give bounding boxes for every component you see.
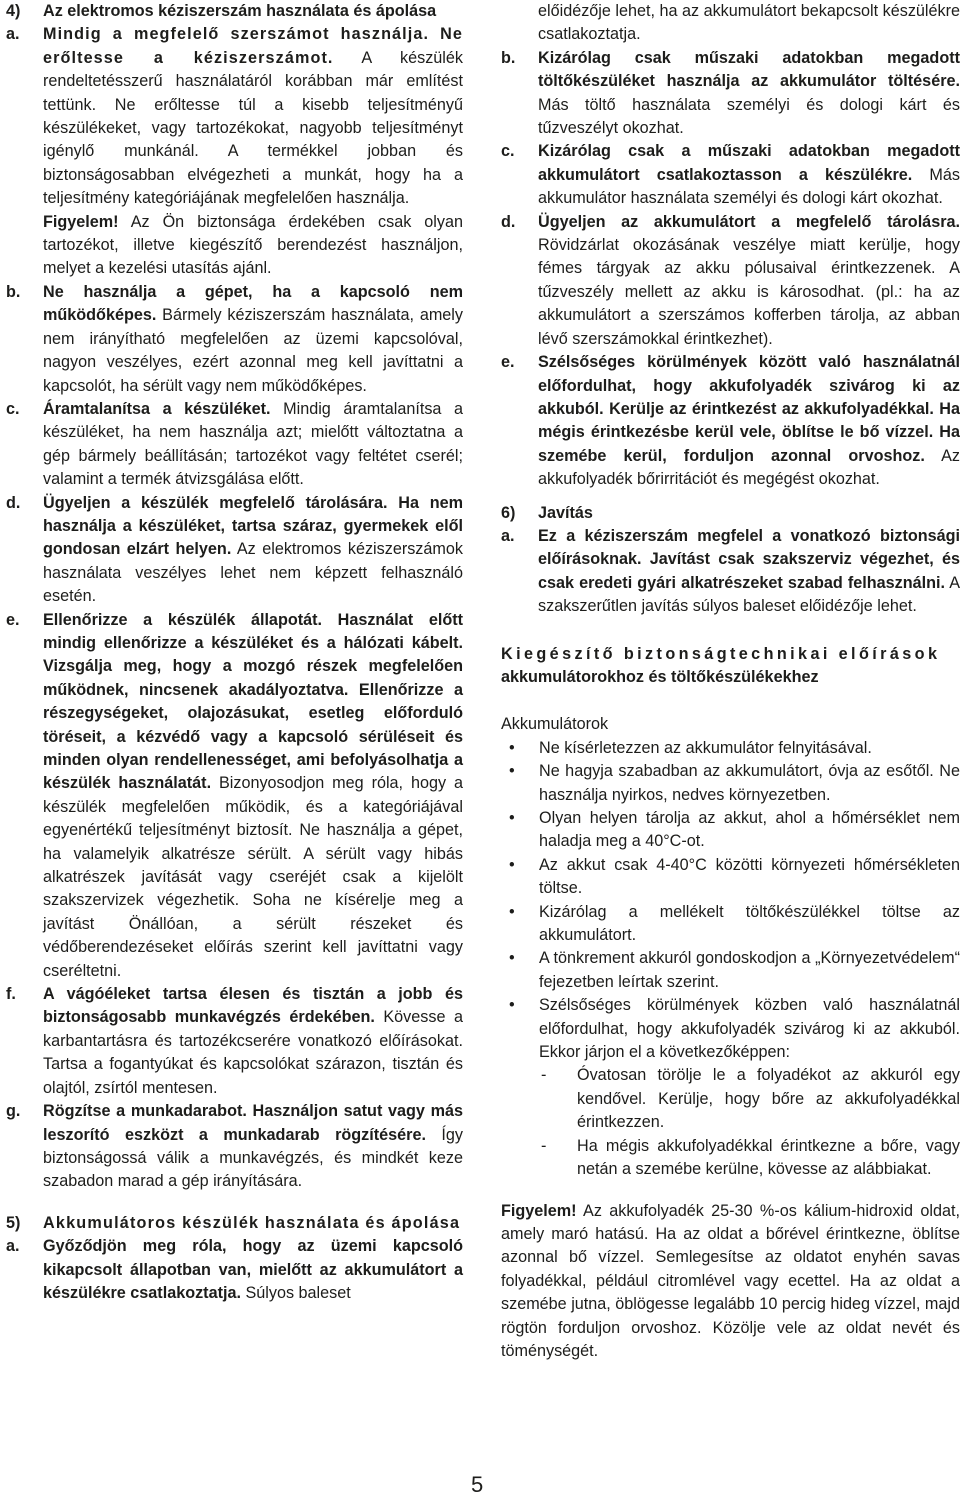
list-item: - Óvatosan törölje le a folyadékot az akkuról egy kendővel. Kerülje, hogy bőre az akkufolyadékkal érintkezzen. xyxy=(539,1064,960,1134)
item-bold-text: Ez a kéziszerszám megfelel a vonatkozó biztonsági előírásoknak. Javítást csak szakszerviz végezhet, és csak eredeti gyári alkatrészeket szabad felhasználni. xyxy=(538,526,960,592)
list-item-6a xyxy=(501,525,960,619)
supplementary-subtitle: akkumulátorokhoz és töltőkészülékekhez xyxy=(501,667,819,686)
bullet-icon: • xyxy=(509,855,515,874)
section-title: Javítás xyxy=(538,503,593,522)
item-text: előidézője lehet, ha az akkumulátort bekapcsolt készülékre csatlakoztatja. xyxy=(538,2,960,44)
item-bold-text: Ügyeljen a készülék megfelelő tárolására. Ha nem használja a készüléket, tartsa száraz, gyermekek elől gondosan elzárt helyen. xyxy=(43,493,463,559)
list-item: • Szélsőséges körülmények közben való használatnál előfordulhat, hogy akkufolyadék szivárog ki az akkuból. Ekkor járjon el a következőképpen: xyxy=(501,994,960,1064)
list-item-d xyxy=(6,492,463,609)
list-item-g xyxy=(6,1100,463,1194)
batteries-heading: Akkumulátorok xyxy=(501,715,609,734)
item-label: e. xyxy=(501,353,515,372)
item-bold-text: Ellenőrizze a készülék állapotát. Használat előtt mindig ellenőrizze a készüléket és a hálózati kábelt. Vizsgálja meg, hogy a mozgó részek megfelelően működnek, nincsenek akadályoztatva. Ellenőrizze a részegységeket, olajozásukat, esetleg előforduló töréseit, a kézvédő vagy a kapcsoló sérüléseit és minden olyan rendellenességet, ami befolyásolhatja a készülék használatát. xyxy=(43,610,463,793)
item-text: Az elektromos kéziszerszámok használata veszélyes lehet nem képzett felhasználó esetén. xyxy=(43,540,463,606)
section-number: 6) xyxy=(501,503,516,522)
bullet-icon: • xyxy=(509,902,515,921)
warning-label: Figyelem! xyxy=(43,212,119,231)
list-item: • Olyan helyen tárolja az akkut, ahol a hőmérséklet nem haladja meg a 40°C-ot. xyxy=(501,807,960,854)
warning-label: Figyelem! xyxy=(501,1201,577,1220)
warning-text: Az akkufolyadék 25-30 %-os kálium-hidroxid oldat, amely maró hatású. Ha az oldat a bőrével érintkezne, öblítse azonnal bő vízzel. Semlegesítse az oldatot enyhén savas folyadékkal, például citromlével vagy ecettel. Ha az oldat a szemébe jutna, öblögesse legalább 10 percig hideg vízzel, majd rögtön forduljon orvoshoz. Közölje vele az oldat nevét és töménységét. xyxy=(501,1201,960,1360)
item-body xyxy=(43,983,463,1100)
bullet-icon: • xyxy=(509,996,515,1015)
section-6-heading xyxy=(501,502,960,525)
item-bold-text: Kizárólag csak műszaki adatokban megadott töltőkészüléket használja az akkumulátor töltésére. xyxy=(538,48,960,91)
list-item: • Az akkut csak 4-40°C közötti környezeti hőmérsékleten töltse. xyxy=(501,854,960,901)
item-body xyxy=(43,1100,463,1194)
item-bold-text: A vágóéleket tartsa élesen és tisztán a jobb és biztonságosabb munkavégzés érdekében. xyxy=(43,985,463,1027)
item-body xyxy=(43,609,463,984)
supplementary-title: Kiegészítő biztonságtechnikai előírások xyxy=(501,644,941,663)
list-item: • Ne kísérletezzen az akkumulátor felnyitásával. xyxy=(501,737,960,760)
section-title: Az elektromos kéziszerszám használata és ápolása xyxy=(43,2,437,20)
section-4-heading xyxy=(6,0,463,23)
item-body xyxy=(43,398,463,492)
list-item-5e xyxy=(501,351,960,491)
list-item-5b xyxy=(501,47,960,141)
right-column xyxy=(501,0,960,1363)
item-label: c. xyxy=(6,399,20,418)
item-text: Az akkufolyadék bőrirritációt és megégést okozhat. xyxy=(538,446,960,489)
item-body xyxy=(538,525,960,619)
item-text: Rövidzárlat okozásának veszélye miatt kerülje, hogy fémes tárgyak az akku pólusaival érintkezzenek. A tűzveszély mellett az akku is károsodhat. (pl.: ha az akkumulátort a szerszámos kofferben tárolja, az abban lévő szerszámokkal érintkezhet). xyxy=(538,236,960,348)
item-bold-text: Kizárólag csak a műszaki adatokban megadott akkumulátort csatlakoztasson a készülékre. xyxy=(538,142,960,184)
list-item-5a xyxy=(6,1235,463,1305)
warning-paragraph xyxy=(501,1200,960,1364)
item-label: d. xyxy=(501,212,516,231)
list-item-5c xyxy=(501,140,960,210)
item-text: Más töltő használata személyi és dologi kárt és tűzveszélyt okozhat. xyxy=(538,95,960,138)
item-label: f. xyxy=(6,985,16,1004)
item-bold-text: Ügyeljen az akkumulátort a megfelelő tárolásra. xyxy=(538,212,960,231)
list-item-c xyxy=(6,398,463,492)
item-label: a. xyxy=(501,526,515,545)
item-text: Bármely kéziszerszám használata, amely nem irányítható megfelelően az üzemi kapcsolóval, nagyon veszélyes, ezért azonnal meg kell javíttatni a kapcsolót, ha sérült vagy nem működőképes. xyxy=(43,306,463,395)
bullet-icon: • xyxy=(509,762,515,781)
bullet-icon: • xyxy=(509,809,515,827)
item-body xyxy=(538,351,960,491)
item-body xyxy=(43,23,463,280)
item-body xyxy=(538,211,960,351)
item-body xyxy=(43,281,463,398)
list-item: - Ha mégis akkufolyadékkal érintkezne a bőre, vagy netán a szemébe kerülne, kövesse az alábbiakat. xyxy=(539,1135,960,1182)
list-item: • A tönkrement akkuról gondoskodjon a „Környezetvédelem“ fejezetben leírtak szerint. xyxy=(501,947,960,994)
item-body xyxy=(538,47,960,141)
dash-icon: - xyxy=(541,1066,547,1085)
list-item-5a-continued xyxy=(501,0,960,47)
item-text: Az Ön biztonsága érdekében csak olyan tartozékot, illetve kiegészítő berendezést használjon, melyet a kezelési utasítás ajánl. xyxy=(43,212,463,278)
list-item-5d xyxy=(501,211,960,351)
item-label: a. xyxy=(6,25,20,44)
section-number: 5) xyxy=(6,1213,21,1232)
item-label: a. xyxy=(6,1237,20,1256)
bullet-icon: • xyxy=(509,738,515,757)
item-text: A készülék rendeltetésszerű használatáról korábban már említést tettünk. Ne erőltesse túl a kisebb teljesítményű készülékeket, vagy tartozékokat, nagyobb teljesítményt igénylő munkánál. A termékkel jobban és biztonságosabban elvégezheti a munkát, hogy ha a teljesítmény kategóriájának megfelelően használja. xyxy=(43,48,463,208)
section-title: Akkumulátoros készülék használata és ápolása xyxy=(43,1213,461,1232)
item-body xyxy=(538,140,960,210)
item-body xyxy=(43,492,463,609)
item-bold-text: Ne használja a gépet, ha a kapcsoló nem működőképes. xyxy=(43,282,463,325)
item-body xyxy=(43,1235,463,1305)
item-label: e. xyxy=(6,610,20,629)
item-text: Kövesse a karbantartásra és tartozékcserére vonatkozó előírásokat. Tartsa a fogantyúkat és kapcsolókat szárazon, tisztán és olajtól, zsírtól mentesen. xyxy=(43,1008,463,1097)
list-item: • Kizárólag a mellékelt töltőkészülékkel töltse az akkumulátort. xyxy=(501,901,960,948)
list-item-a xyxy=(6,23,463,280)
item-bold-text: Győződjön meg róla, hogy az üzemi kapcsoló kikapcsolt állapotban van, mielőtt az akkumulátort a készülékre csatlakoztatja. xyxy=(43,1237,463,1302)
item-label: d. xyxy=(6,493,21,512)
item-label: b. xyxy=(501,48,516,67)
item-label: b. xyxy=(6,282,21,301)
item-bold-text: Rögzítse a munkadarabot. Használjon satut vagy más leszorító eszközt a munkadarab rögzítésére. xyxy=(43,1102,463,1144)
item-bold-text: Mindig a megfelelő szerszámot használja. Ne erőltesse a kéziszerszámot. xyxy=(43,25,463,67)
list-item-e xyxy=(6,609,463,984)
list-item-b xyxy=(6,281,463,398)
item-text: Bizonyosodjon meg róla, hogy a készülék megfelelően működik, és a kategóriájával egyenértékű teljesítményt biztosít. Ne használja a gépet, ha valamelyik alkatrésze sérült. A sérült vagy hibás alkatrészek javítását vagy cseréjét csak a kijelölt szakszervizek végezhetik. Soha ne kísérelje meg a javítást Önállóan, a sérült részeket és védőberendezéseket előírás szerint kell javíttatni vagy cseréltetni. xyxy=(43,774,463,980)
dash-icon: - xyxy=(541,1136,547,1155)
list-item-f xyxy=(6,983,463,1100)
section-number: 4) xyxy=(6,2,21,20)
item-bold-text: Áramtalanítsa a készüléket. xyxy=(43,399,271,418)
item-label: g. xyxy=(6,1102,21,1121)
dash-list xyxy=(501,1064,960,1181)
item-bold-text: Szélsőséges körülmények között való használatnál előfordulhat, hogy akkufolyadék szivárog ki az akkuból. Kerülje az érintkezést az akkufolyadékkal. Ha mégis érintkezésbe kerül vele, öblítse le bő vízzel. Ha szemébe kerül, forduljon azonnal orvoshoz. xyxy=(538,353,960,465)
bullet-icon: • xyxy=(509,949,515,968)
left-column xyxy=(6,0,463,1305)
section-5-heading xyxy=(6,1212,463,1235)
item-text: A szakszerűtlen javítás súlyos baleset előidézője lehet. xyxy=(538,573,960,616)
item-label: c. xyxy=(501,142,515,161)
item-text: Más akkumulátor használata személyi és dologi kárt okozhat. xyxy=(538,165,960,208)
item-text: Mindig áramtalanítsa a készüléket, ha nem használja azt; mielőtt változtatna a gép bármely beállításán; tartozékot vagy feltétet cserél; valamint a termék átvizsgálása előtt. xyxy=(43,399,463,489)
page-number: 5 xyxy=(471,1472,484,1497)
item-text: Így biztonságossá válik a munkavégzés, és mindkét keze szabadon marad a gép irányítására. xyxy=(43,1125,463,1191)
item-text: Súlyos baleset xyxy=(240,1283,351,1302)
list-item: • Ne hagyja szabadban az akkumulátort, óvja az esőtől. Ne használja nyirkos, nedves környezetben. xyxy=(501,760,960,807)
battery-rules-list xyxy=(501,737,960,1065)
